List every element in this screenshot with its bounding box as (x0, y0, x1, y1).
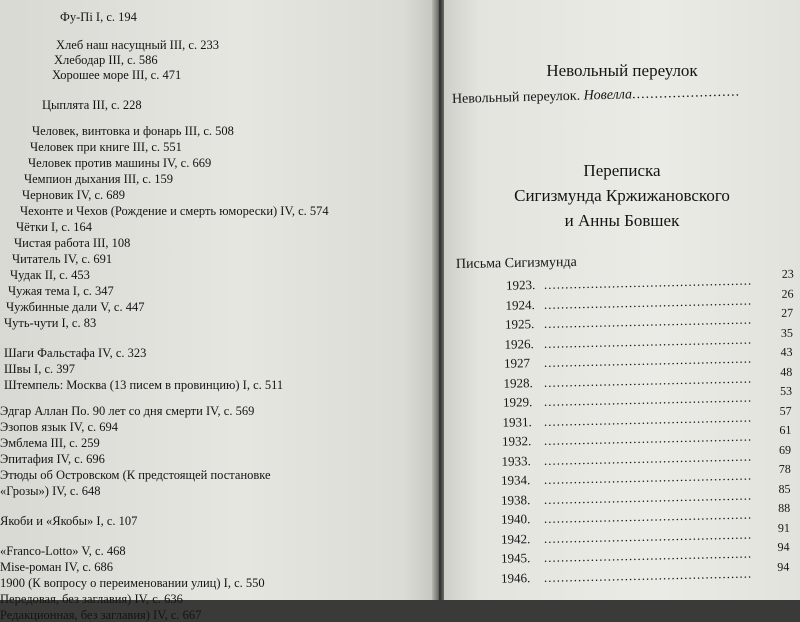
leader-dots: ................................................. (543, 565, 753, 585)
toc-entry[interactable]: Черновик IV, с. 689 (22, 188, 126, 202)
page-number: 78 (778, 461, 791, 476)
year-label: 1932. (501, 433, 532, 449)
leader-dots: ................................................. (543, 506, 753, 526)
page-number: 53 (779, 383, 793, 398)
page-number: 48 (780, 364, 793, 379)
toc-entry[interactable]: Читатель IV, с. 691 (12, 252, 113, 266)
toc-entry[interactable]: Фу-Пі I, с. 194 (60, 10, 137, 24)
toc-entry[interactable]: «Franco-Lotto» V, с. 468 (0, 544, 126, 558)
leader-dots: ................................................. (543, 370, 753, 390)
toc-entry[interactable]: Чудак II, с. 453 (10, 268, 90, 282)
toc-entry[interactable]: Штемпель: Москва (13 писем в провинцию) I, с. 511 (4, 378, 284, 392)
page-number: 88 (778, 500, 791, 515)
section-title-line3: и Анны Бовшек (564, 211, 680, 230)
year-label: 1940. (500, 511, 531, 527)
page-number: 43 (780, 344, 793, 359)
toc-entry-novella[interactable] (452, 84, 740, 108)
leader-dots: ................................................. (543, 487, 753, 507)
page-number: 26 (781, 286, 794, 301)
toc-entry[interactable]: Эзопов язык IV, с. 694 (0, 420, 118, 434)
toc-entry[interactable]: Эпитафия IV, с. 696 (0, 452, 105, 466)
leader-dots: ................................................. (543, 389, 753, 409)
toc-entry[interactable]: Редакционная, без заглавия) IV, с. 667 (0, 608, 202, 622)
leader-dots: ................................................. (543, 350, 753, 370)
leader-dots: ........................ (631, 84, 741, 103)
year-label: 1926. (504, 335, 534, 352)
leader-dots: ................................................. (543, 272, 753, 292)
leader-dots: ................................................. (543, 448, 753, 468)
toc-entry[interactable]: Чистая работа III, 108 (14, 236, 131, 250)
leader-dots: ................................................. (543, 428, 753, 448)
toc-entry[interactable]: Чужбинные дали V, с. 447 (6, 300, 145, 314)
toc-entry[interactable]: Чехонте и Чехов (Рождение и смерть юморески) IV, с. 574 (20, 204, 329, 218)
toc-entry[interactable]: Mise-роман IV, с. 686 (0, 560, 113, 574)
year-label: 1945. (500, 550, 531, 566)
year-label: 1938. (500, 491, 531, 508)
toc-entry[interactable]: Хлебодар III, с. 586 (54, 53, 158, 67)
page-number: 61 (779, 422, 792, 437)
leader-dots: ................................................. (543, 526, 753, 546)
year-label: 1942. (500, 530, 531, 547)
year-label: 1923. (505, 277, 536, 293)
toc-entry[interactable]: Чуть-чути I, с. 83 (4, 316, 97, 330)
toc-entry[interactable]: Якоби и «Якобы» I, с. 107 (0, 514, 138, 528)
toc-entry[interactable]: Хорошее море III, с. 471 (52, 68, 182, 82)
right-page (444, 0, 800, 600)
leader-dots: ................................................. (543, 467, 753, 487)
toc-entry[interactable]: Чужая тема I, с. 347 (8, 284, 114, 298)
toc-entry[interactable]: Человек при книге III, с. 551 (30, 140, 182, 154)
year-label: 1946. (500, 569, 531, 586)
year-label: 1929. (502, 394, 533, 410)
toc-entry[interactable]: Чемпион дыхания III, с. 159 (24, 172, 173, 186)
year-label: 1925. (504, 316, 535, 332)
page-number: 94 (777, 539, 790, 555)
year-label: 1934. (500, 472, 531, 488)
page-number: 23 (781, 266, 794, 281)
year-label: 1933. (501, 452, 531, 469)
year-label: 1931. (502, 413, 532, 430)
entry-genre: Новелла (583, 87, 633, 104)
year-label: 1928. (503, 374, 533, 391)
toc-entry[interactable]: 1900 (К вопросу о переименовании улиц) I, с. 550 (0, 576, 265, 590)
page-number: 85 (778, 481, 791, 496)
leader-dots: ................................................. (543, 311, 753, 331)
toc-entry[interactable]: Цыплята III, с. 228 (42, 98, 142, 112)
page-number: 69 (778, 442, 792, 457)
leader-dots: ................................................. (543, 545, 753, 565)
section-title-line1: Переписка (583, 161, 661, 180)
section-title-nevolny: Невольный переулок (546, 61, 698, 80)
toc-entry[interactable]: Швы I, с. 397 (4, 362, 75, 376)
toc-entry[interactable]: Эдгар Аллан По. 90 лет со дня смерти IV, с. 569 (0, 404, 255, 418)
page-number: 94 (777, 559, 790, 574)
toc-entry[interactable]: Передовая, без заглавия) IV, с. 636 (0, 592, 183, 606)
entry-title: Невольный переулок. (451, 88, 581, 107)
toc-entry[interactable]: Чётки I, с. 164 (16, 220, 92, 234)
year-label: 1927 (503, 355, 531, 371)
toc-entry[interactable]: Человек против машины IV, с. 669 (28, 156, 212, 170)
toc-entry[interactable]: Хлеб наш насущный III, с. 233 (56, 38, 219, 52)
toc-entry[interactable]: «Грозы») IV, с. 648 (0, 484, 101, 498)
leader-dots: ................................................. (543, 292, 753, 312)
page-number: 27 (781, 305, 794, 320)
year-label: 1924. (505, 296, 535, 313)
subsection-title: Письма Сигизмунда (455, 254, 577, 273)
page-number: 91 (777, 520, 791, 535)
toc-entry[interactable]: Эмблема III, с. 259 (0, 436, 100, 450)
toc-entry[interactable]: Этюды об Островском (К предстоящей постановке (0, 468, 271, 482)
leader-dots: ................................................. (543, 409, 753, 429)
section-title-line2: Сигизмунда Кржижановского (514, 186, 730, 205)
page-number: 35 (780, 325, 794, 340)
leader-dots: ................................................. (543, 331, 753, 351)
page-number: 57 (779, 403, 792, 418)
toc-entry[interactable]: Человек, винтовка и фонарь III, с. 508 (32, 124, 234, 138)
toc-entry[interactable]: Шаги Фальстафа IV, с. 323 (4, 346, 147, 360)
